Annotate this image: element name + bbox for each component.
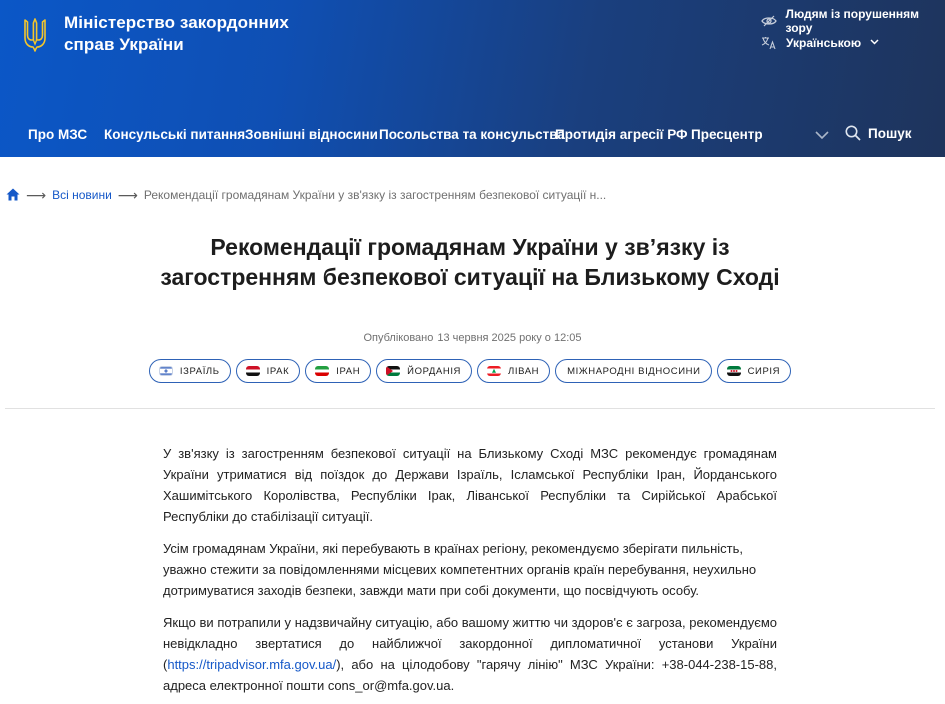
search-label: Пошук — [868, 125, 912, 141]
nav-item-press-center[interactable]: Пресцентр — [691, 127, 763, 142]
tag-label: ЙОРДАНІЯ — [407, 365, 462, 377]
breadcrumb — [6, 186, 606, 204]
tag-iran[interactable] — [305, 359, 371, 383]
tag-syria[interactable] — [717, 359, 792, 383]
tag-list — [0, 359, 940, 383]
language-label: Українською — [786, 36, 862, 50]
paragraph-text: Якщо ви потрапили у надзвичайну ситуацію, або вашому життю чи здоров'є є загроза, рекомендуємо невідкладно звертатися до найближчої закордонної дипломатичної установи України ( — [163, 615, 777, 672]
tag-lebanon[interactable] — [477, 359, 550, 383]
tag-iraq[interactable] — [236, 359, 301, 383]
publish-prefix: Опубліковано — [363, 332, 434, 344]
site-header — [0, 0, 945, 157]
tag-label: МІЖНАРОДНІ ВІДНОСИНИ — [567, 365, 701, 377]
search-icon — [845, 125, 861, 141]
eye-icon — [760, 13, 778, 29]
chevron-down-icon[interactable] — [814, 129, 830, 141]
publish-date — [0, 332, 945, 344]
chevron-down-icon — [870, 39, 880, 47]
article-body — [163, 443, 777, 704]
site-title[interactable]: Міністерство закордонних справ України — [64, 13, 289, 54]
article-paragraph: У зв'язку із загостренням безпекової ситуації на Близькому Сході МЗС рекомендує громадянам України утриматися від поїздок до Держави Ізраїль, Ісламської Республіки Іран, Йорданського Хашимітського Королівства, Республіки Ірак, Ліванської Республіки та Сирійської Арабської Республіки до стабілізації ситуації. — [163, 446, 777, 524]
page-title: Рекомендації громадянам України у зв’язку із загостренням безпекової ситуації на Близькому Сході — [160, 234, 780, 290]
nav-item-embassies[interactable]: Посольства та консульства — [379, 127, 565, 142]
main-nav — [0, 124, 945, 146]
iran-flag-icon — [315, 366, 329, 376]
translate-icon — [760, 35, 778, 51]
nav-item-about[interactable]: Про МЗС — [28, 127, 88, 142]
tripadvisor-link[interactable]: https://tripadvisor.mfa.gov.ua/ — [167, 657, 337, 672]
nav-item-counter-aggression[interactable]: Протидія агресії РФ — [555, 127, 688, 142]
nav-item-consular[interactable]: Консульські питання — [104, 127, 246, 142]
article-paragraph — [163, 612, 777, 696]
syria-flag-icon — [727, 366, 741, 376]
nav-item-foreign-relations[interactable]: Зовнішні відносини — [245, 127, 378, 142]
jordan-flag-icon — [386, 366, 400, 376]
israel-flag-icon — [159, 366, 173, 376]
lebanon-flag-icon — [487, 366, 501, 376]
article-paragraph: Усім громадянам України, які перебувають в країнах регіону, рекомендуємо зберігати пильність, уважно стежити за повідомленнями місцевих компетентних органів країн перебування, неухильно дотримуватися заходів безпеки, завжди мати при собі документи, що посвідчують особу. — [163, 541, 757, 598]
breadcrumb-current: Рекомендації громадянам України у зв'язку із загостренням безпекової ситуації н... — [143, 188, 607, 202]
tag-label: ІЗРАЇЛЬ — [179, 365, 220, 377]
tag-label: СИРІЯ — [747, 365, 781, 377]
search-button[interactable] — [845, 125, 911, 141]
home-icon[interactable] — [6, 188, 20, 202]
trident-icon[interactable] — [24, 18, 46, 52]
accessibility-link[interactable] — [760, 7, 945, 35]
tag-israel[interactable] — [149, 359, 231, 383]
language-switcher[interactable] — [760, 34, 880, 52]
breadcrumb-separator: ⟶ — [26, 187, 47, 203]
tag-international-relations[interactable] — [555, 359, 711, 383]
divider — [5, 408, 935, 409]
iraq-flag-icon — [246, 366, 260, 376]
breadcrumb-all-news[interactable]: Всі новини — [52, 188, 112, 202]
paragraph-text: ), або на цілодобову "гарячу лінію" МЗС України: +38-044-238-15-88, адреса електронної пошти cons_or@mfa.gov.ua. — [163, 657, 777, 693]
tag-label: ЛІВАН — [508, 365, 540, 377]
accessibility-label: Людям із порушенням зору — [785, 7, 919, 35]
breadcrumb-separator: ⟶ — [117, 187, 138, 203]
tag-jordan[interactable] — [376, 359, 472, 383]
publish-date-value: 13 червня 2025 року о 12:05 — [437, 332, 582, 344]
tag-label: ІРАК — [266, 365, 290, 377]
tag-label: ІРАН — [336, 365, 361, 377]
